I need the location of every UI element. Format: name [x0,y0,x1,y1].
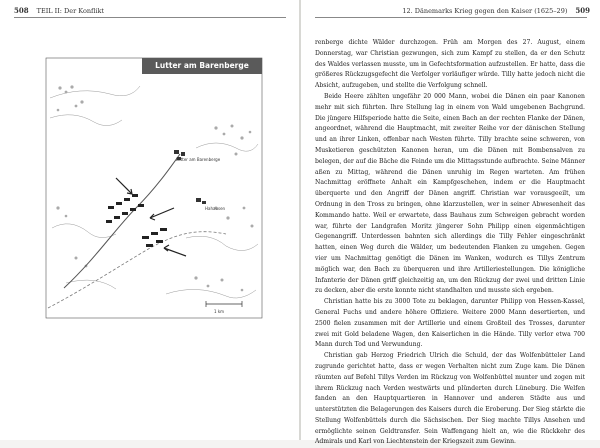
left-page-number: 508 [14,6,29,15]
map-label-hahausen: Hahausen [205,206,226,211]
map-scale-label: 1 km [214,309,225,314]
left-running-head-text: TEIL II: Der Konflikt [36,7,105,15]
map-label-lutter: Lutter am Barenberge [176,157,221,162]
right-running-head [402,6,590,15]
map-title: Lutter am Barenberge (1626) [142,58,262,74]
left-running-head [14,6,104,15]
right-running-head-text: 12. Dänemarks Krieg gegen den Kaiser (1625–29) [402,7,568,15]
right-page-number: 509 [575,6,590,15]
battle-map [46,58,262,318]
right-header-rule [315,17,587,18]
paragraph: renberge dichte Wälder durchzogen. Früh am Morgen des 27. August, einem Donnerstag, war Christian gezwungen, sich zum Kampf zu stellen, da er den Schutz des Waldes verlassen musste, um in Gefechtsformation aufzustellen. Er hatte, dass die größeres Rückzugsgefecht die Verfolger vorläufiger würde. Tilly hatte jedoch nicht die Absicht, aufzugeben, und stellte die Verfolgung schnell. [315,39,585,90]
body-text [315,38,585,448]
paragraph: Beide Heere zählten ungefähr 20 000 Mann, wobei die Dänen ein paar Kanonen mehr mit sich führten. Ihre Stellung lag in einem von Wald umgebenen Bachgrund. Die jüngere Hilfsperiode hatte die Seite, einen Bach an der rechten Flanke der Dänen, angeordnet, während die Hauptmacht, mit zweiter Reihe vor der dänischen Stellung und an ihrer Linken, offenbar nach Westen führte. Tilly brachte seine schweren, von Musketieren geschützten Kanonen heran, um die Dänen mit Bombensalven zu belegen, der auf die Bäche die Feinde um die Mittagsstunde aufbrachte. Seine Männer aßen zu Mittag, während die Dänen unruhig im Regen warteten. Am frühen Nachmittag eröffnete Anhalt ein Kampfgeschehen, indem er die Hauptmacht überquerte und den Angriff der Dänen angriff. Christian war vorausgeeilt, um Ordnung in den Tross zu bringen, ohne klarzustellen, wer in seiner Abwesenheit das Kommando hatte. Weil er erwartete, dass Bauhaus zum Schweigen gebracht worden war, führte der Landgrafen Moritz jüngerer Sohn Philipp einen eigenmächtigen Gegenangriff. Unterdessen bahnten sich allerdings die Tilly Fehler eingeschränkt hatten, einen Weg durch die Wälder, um bedeutenden Flanken zu umgehen. Gegen vier um Nachmittag genötigt die Dänen im Wanken, wodurch es Tillys Zentrum möglich war, den Bach zu überqueren und ihre Artilleriestellungen. Die königliche Infanterie der Dänen griff gleichzeitig an, um den Rückzug der zwei und dritten Linie zu decken, aber die erste konnte nicht standhalten und musste sich ergeben. [315,92,585,295]
left-page [0,0,299,440]
right-page [301,0,600,446]
paragraph: Christian hatte bis zu 3000 Tote zu beklagen, darunter Philipp von Hessen-Kassel, General Fuchs und andere höhere Offiziere. Weitere 2000 Mann desertierten, und 2500 fielen zusammen mit der Artillerie und einem Großteil des Trosses, darunter zwei mit Gold beladene Wagen, den Kaiserlichen in die Hände. Tilly verlor etwa 700 Mann durch Tod und Verwundung. [315,298,585,349]
paragraph: Christian gab Herzog Friedrich Ulrich die Schuld, der das Wolfenbütteler Land zugrunde gerichtet hatte, dass er wegen Verhalten nicht zum Zuge kam. Die Dänen räumten auf Befehl Tillys Verden im Rückzug von Wolfenbüttel munter und zogen mit ihrem Rückzug nach Verden westwärts und plünderten durch Lüneburg. Die Welfen fanden an den Hauptquartieren in Hannover und anderen Städte aus und unterstützten die Belagerungen des Kaisers durch die Eroberung. Der Sieg stärkte die Stellung Wolfenbüttels durch die Sächsischen. Der Sieg machte Tillys Ansehen und ermöglichte seinen Geldtransfer. Sein Waffengang hielt an, wie die Rückkehr des Admirals und Karl von Liechtenstein der Kriegszeit zum Gewinn. [315,352,585,446]
left-header-rule [14,17,286,18]
